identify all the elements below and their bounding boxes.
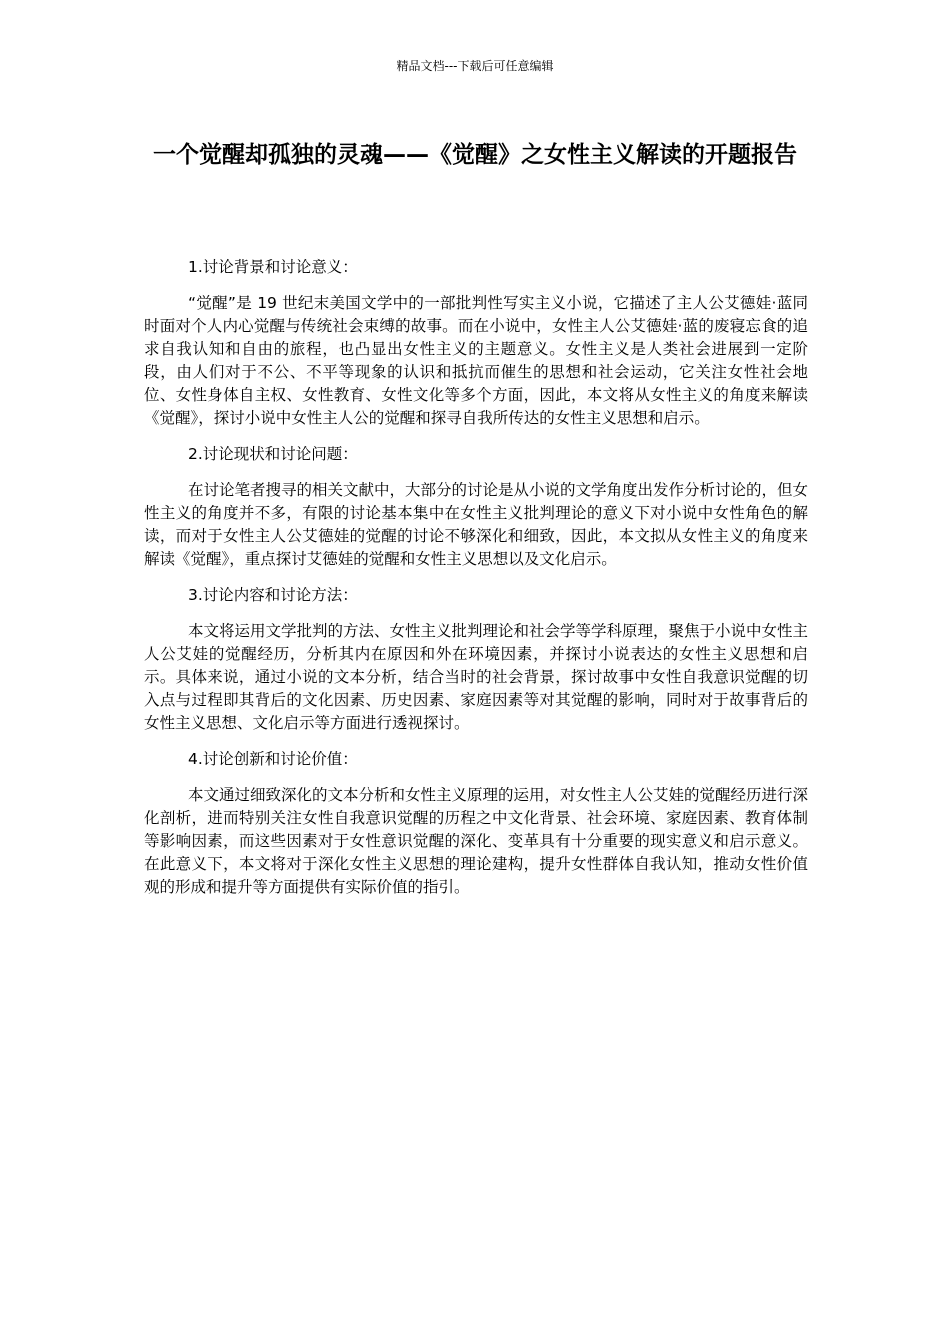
- section-paragraph: 在讨论笔者搜寻的相关文献中，大部分的讨论是从小说的文学角度出发作分析讨论的，但女性主义的角度并不多，有限的讨论基本集中在女性主义批判理论的意义下对小说中女性角色的解读，而对于女性主人公艾德娃的觉醒的讨论不够深化和细致，因此，本文拟从女性主义的角度来解读《觉醒》，重点探讨艾德娃的觉醒和女性主义思想以及文化启示。: [144, 481, 809, 568]
- section-heading: 2.讨论现状和讨论问题：: [188, 445, 358, 463]
- document-body: [144, 256, 808, 912]
- section-innovation-value: [144, 748, 808, 899]
- section-status: [144, 443, 808, 571]
- section-heading: 4.讨论创新和讨论价值：: [188, 750, 358, 768]
- section-paragraph: 本文通过细致深化的文本分析和女性主义原理的运用，对女性主人公艾娃的觉醒经历进行深化剖析，进而特别关注女性自我意识觉醒的历程之中文化背景、社会环境、家庭因素、教育体制等影响因素，而这些因素对于女性意识觉醒的深化、变革具有十分重要的现实意义和启示意义。在此意义下，本文将对于深化女性主义思想的理论建构，提升女性群体自我认知，推动女性价值观的形成和提升等方面提供有实际价值的指引。: [144, 786, 809, 896]
- page-header: 精品文档---下载后可任意编辑: [396, 59, 554, 73]
- document-title: 一个觉醒却孤独的灵魂——《觉醒》之女性主义解读的开题报告: [153, 142, 797, 168]
- section-background: [144, 256, 808, 430]
- section-heading: 3.讨论内容和讨论方法：: [188, 586, 358, 604]
- section-paragraph: 本文将运用文学批判的方法、女性主义批判理论和社会学等学科原理，聚焦于小说中女性主人公艾娃的觉醒经历，分析其内在原因和外在环境因素，并探讨小说表达的女性主义思想和启示。具体来说，通过小说的文本分析，结合当时的社会背景，探讨故事中女性自我意识觉醒的切入点与过程即其背后的文化因素、历史因素、家庭因素等对其觉醒的影响，同时对于故事背后的女性主义思想、文化启示等方面进行透视探讨。: [144, 622, 809, 732]
- section-heading: 1.讨论背景和讨论意义：: [188, 258, 358, 276]
- section-paragraph: “觉醒”是 19 世纪末美国文学中的一部批判性写实主义小说，它描述了主人公艾德娃·蓝同时面对个人内心觉醒与传统社会束缚的故事。而在小说中，女性主人公艾德娃·蓝的废寝忘食的追求自我认知和自由的旅程，也凸显出女性主义的主题意义。女性主义是人类社会进展到一定阶段，由人们对于不公、不平等现象的认识和抵抗而催生的思想和社会运动，它关注女性社会地位、女性身体自主权、女性教育、女性文化等多个方面，因此，本文将从女性主义的角度来解读《觉醒》，探讨小说中女性主人公的觉醒和探寻自我所传达的女性主义思想和启示。: [144, 294, 808, 427]
- section-content-method: [144, 584, 808, 735]
